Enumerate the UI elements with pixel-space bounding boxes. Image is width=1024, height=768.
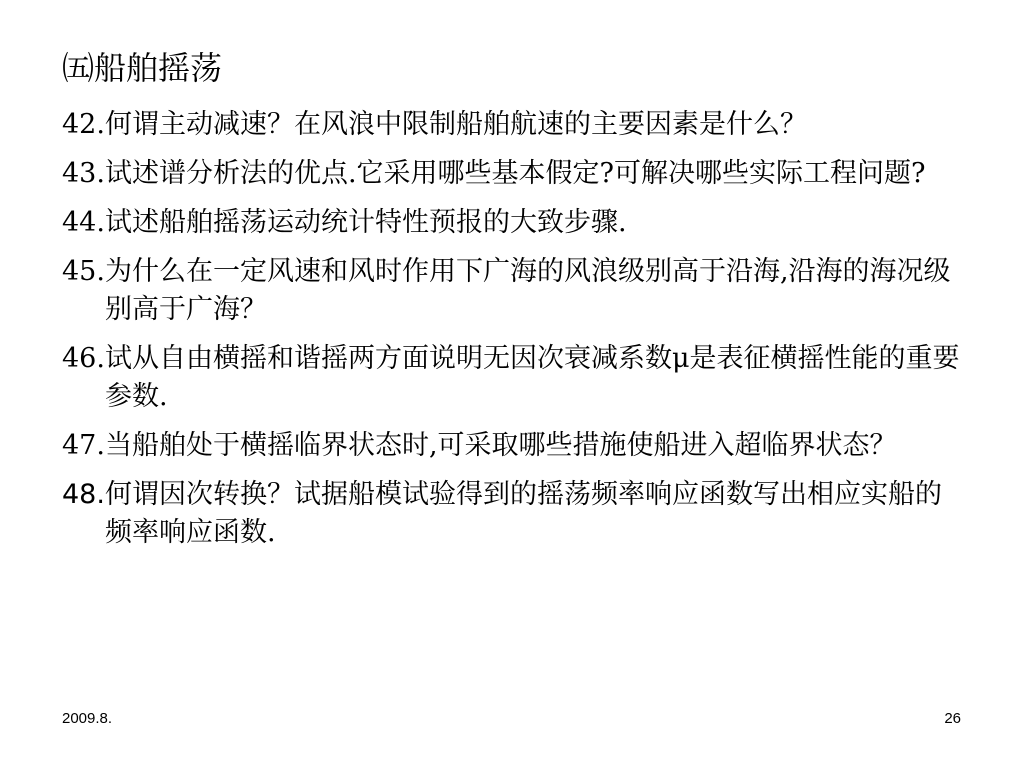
question-item — [62, 253, 962, 329]
question-text: 为什么在一定风速和风时作用下广海的风浪级别高于沿海,沿海的海况级别高于广海？ — [104, 256, 951, 325]
question-number: 48. — [62, 479, 105, 510]
question-text: 何谓主动减速？在风浪中限制船舶航速的主要因素是什么？ — [104, 109, 807, 140]
question-item — [62, 106, 962, 144]
page-number: 26 — [944, 710, 961, 727]
question-number: 43. — [62, 158, 105, 189]
question-list — [62, 106, 962, 563]
question-number: 46. — [62, 343, 105, 374]
question-text: 试从自由横摇和谐摇两方面说明无因次衰减系数μ是表征横摇性能的重要参数. — [104, 343, 960, 412]
question-item — [62, 340, 962, 416]
question-number: 44. — [62, 207, 105, 238]
question-text: 试述谱分析法的优点.它采用哪些基本假定?可解决哪些实际工程问题? — [104, 158, 926, 189]
question-number: 47. — [62, 430, 105, 461]
question-number: 45. — [62, 256, 105, 287]
question-item — [62, 427, 962, 465]
slide-title: ㈤船舶摇荡 — [62, 49, 223, 87]
question-item — [62, 155, 962, 193]
question-text: 何谓因次转换？试据船模试验得到的摇荡频率响应函数写出相应实船的频率响应函数. — [104, 479, 942, 548]
question-item — [62, 476, 962, 552]
question-text: 试述船舶摇荡运动统计特性预报的大致步骤. — [104, 207, 627, 238]
question-item — [62, 204, 962, 242]
question-text: 当船舶处于横摇临界状态时,可采取哪些措施使船进入超临界状态？ — [104, 430, 897, 461]
question-number: 42. — [62, 109, 105, 140]
footer-date: 2009.8. — [62, 710, 113, 727]
